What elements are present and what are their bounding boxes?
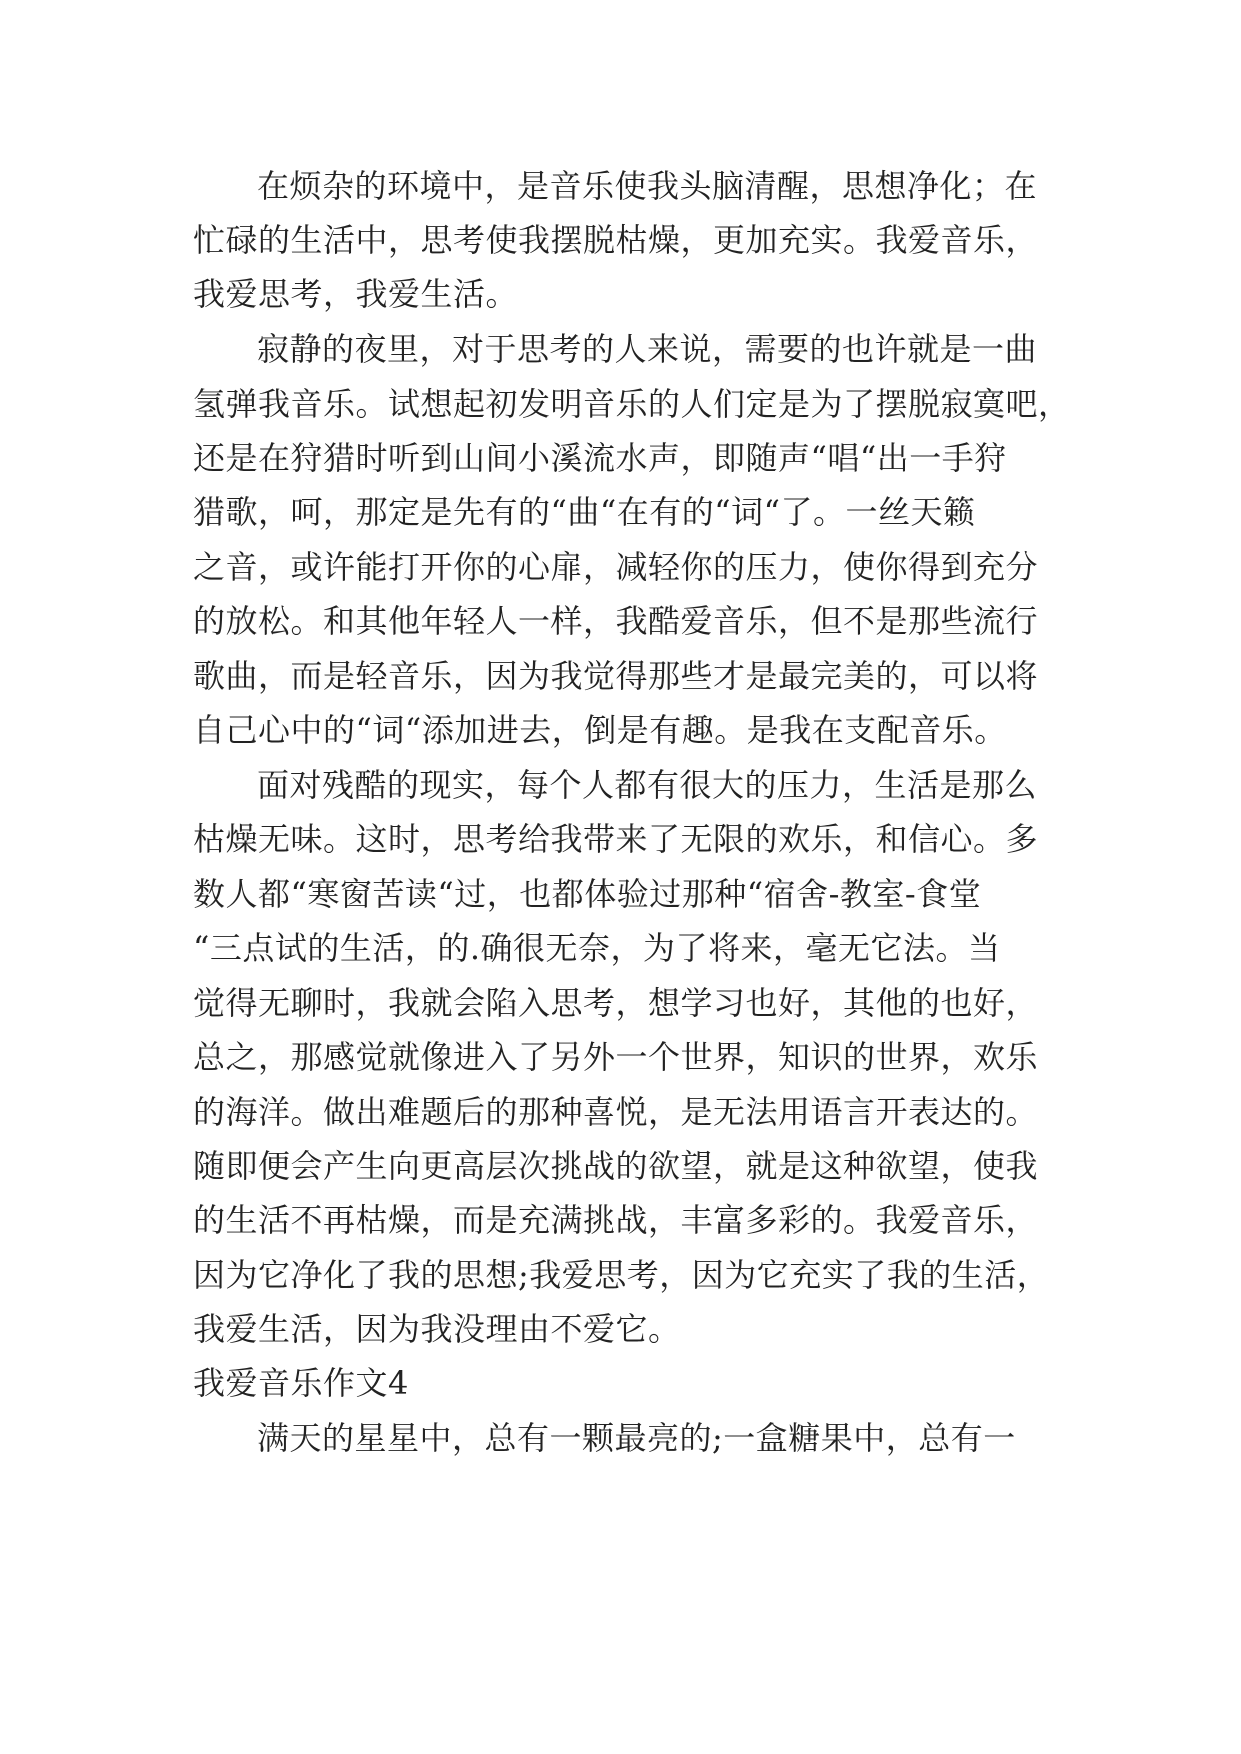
paragraph-2-line-7: 歌曲，而是轻音乐，因为我觉得那些才是最完美的，可以将 — [193, 657, 1039, 695]
section-heading: 我爱音乐作文4 — [193, 1364, 409, 1402]
paragraph-2-line-3: 还是在狩猎时听到山间小溪流水声，即随声“唱“出一手狩 — [193, 439, 1007, 477]
paragraph-3-line-6: 总之，那感觉就像进入了另外一个世界，知识的世界，欢乐 — [193, 1038, 1039, 1076]
paragraph-4-line-1: 满天的星星中，总有一颗最亮的;一盒糖果中，总有一 — [257, 1419, 1016, 1457]
paragraph-3-line-11: 我爱生活，因为我没理由不爱它。 — [193, 1310, 681, 1348]
paragraph-2-line-5: 之音，或许能打开你的心扉，减轻你的压力，使你得到充分 — [193, 548, 1039, 586]
paragraph-2-line-1: 寂静的夜里，对于思考的人来说，需要的也许就是一曲 — [257, 330, 1038, 368]
paragraph-3-line-1: 面对残酷的现实，每个人都有很大的压力，生活是那么 — [257, 766, 1038, 804]
paragraph-3-line-8: 随即便会产生向更高层次挑战的欲望，就是这种欲望，使我 — [193, 1147, 1039, 1185]
paragraph-2-line-8: 自己心中的“词“添加进去，倒是有趣。是我在支配音乐。 — [193, 711, 1007, 749]
paragraph-3-line-5: 觉得无聊时，我就会陷入思考，想学习也好，其他的也好， — [193, 984, 1039, 1022]
paragraph-2-line-6: 的放松。和其他年轻人一样，我酷爱音乐，但不是那些流行 — [193, 602, 1039, 640]
paragraph-2-line-2: 氢弹我音乐。试想起初发明音乐的人们定是为了摆脱寂寞吧， — [193, 385, 1071, 423]
paragraph-3-line-10: 因为它净化了我的思想;我爱思考，因为它充实了我的生活， — [193, 1256, 1050, 1294]
paragraph-1-line-2: 忙碌的生活中，思考使我摆脱枯燥，更加充实。我爱音乐， — [193, 221, 1039, 259]
paragraph-3-line-4: “三点试的生活，的.确很无奈，为了将来，毫无它法。当 — [193, 929, 1001, 967]
paragraph-1-line-3: 我爱思考，我爱生活。 — [193, 275, 519, 313]
paragraph-3-line-9: 的生活不再枯燥，而是充满挑战，丰富多彩的。我爱音乐， — [193, 1201, 1039, 1239]
paragraph-3-line-3: 数人都“寒窗苦读“过，也都体验过那种“宿舍-教室-食堂 — [193, 875, 982, 913]
paragraph-3-line-2: 枯燥无味。这时，思考给我带来了无限的欢乐，和信心。多 — [193, 820, 1039, 858]
paragraph-3-line-7: 的海洋。做出难题后的那种喜悦，是无法用语言开表达的。 — [193, 1093, 1039, 1131]
paragraph-1-line-1: 在烦杂的环境中，是音乐使我头脑清醒，思想净化；在 — [257, 167, 1038, 205]
paragraph-2-line-4: 猎歌，呵，那定是先有的“曲“在有的“词“了。一丝天籁 — [193, 493, 976, 531]
